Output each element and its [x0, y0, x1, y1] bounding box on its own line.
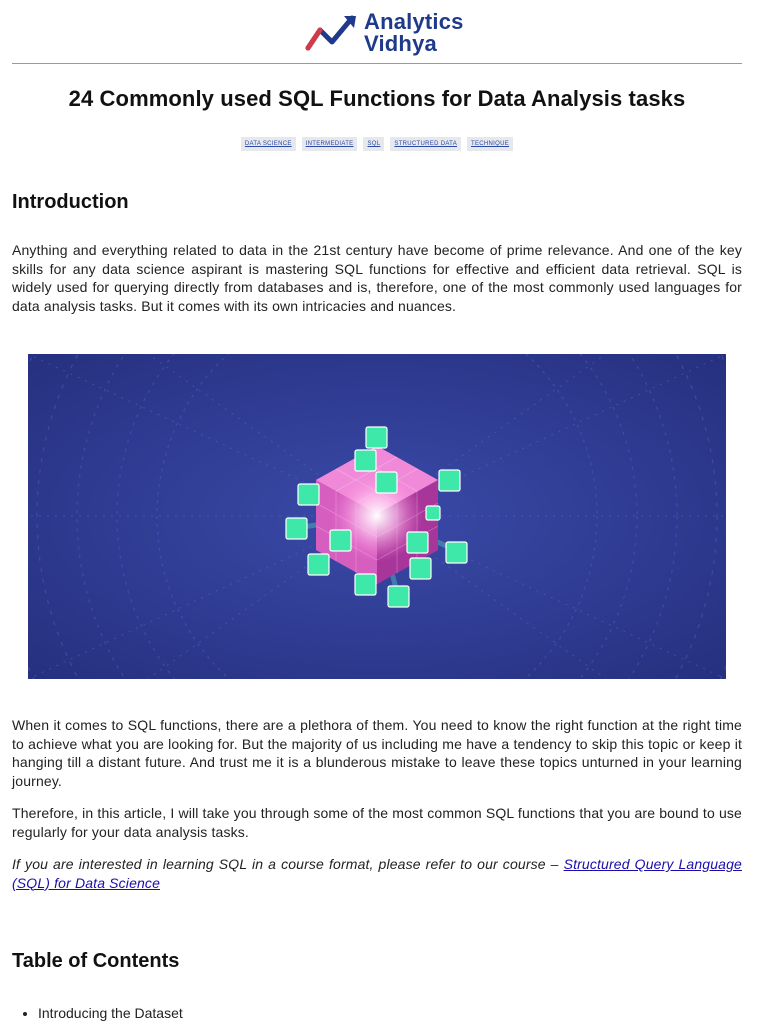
intro-paragraph-3: Therefore, in this article, I will take you through some of the most common SQL functions that you are bound to use regularly for your data analysis tasks.: [12, 805, 742, 840]
course-link[interactable]: Structured Query Language (SQL) for Data Science: [12, 856, 742, 891]
intro-paragraph-1: Anything and everything related to data in the 21st century have become of prime relevance. And one of the key skills for any data science aspirant is mastering SQL functions for effective and efficient data retrieval. SQL is widely used for querying directly from databases and is, therefore, one of the most commonly used languages for data analysis tasks. But it comes with its own intricacies and nuances.: [12, 242, 742, 314]
data-cube-illustration: [28, 354, 726, 679]
site-logo[interactable]: [294, 6, 474, 58]
header-divider: [12, 63, 742, 64]
course-note: [12, 855, 742, 892]
tag-sql[interactable]: SQL: [363, 137, 384, 151]
tag-list: [12, 137, 742, 151]
logo-line2: Vidhya: [364, 31, 437, 56]
toc-item-introducing-dataset[interactable]: • Introducing the Dataset: [38, 1003, 183, 1023]
logo-text: [364, 11, 464, 55]
article-title: 24 Commonly used SQL Functions for Data Analysis tasks: [68, 86, 686, 111]
introduction-heading: Introduction: [12, 191, 129, 213]
analytics-vidhya-logo-icon: [304, 14, 360, 54]
table-of-contents-list: [12, 1003, 183, 1023]
hero-image: [28, 354, 726, 679]
course-note-text: If you are interested in learning SQL in a course format, please refer to our course –: [12, 856, 564, 872]
intro-paragraph-2: When it comes to SQL functions, there are a plethora of them. You need to know the right function at the right time to achieve what you are looking for. But the majority of us including me have a tendency to skip this topic or keep it hanging till a distant future. And trust me it is a blunderous mistake to leave these topics unturned in your learning journey.: [12, 717, 742, 789]
tag-intermediate[interactable]: INTERMEDIATE: [302, 137, 358, 151]
logo-line1: Analytics: [364, 9, 464, 34]
table-of-contents-heading: Table of Contents: [12, 950, 180, 972]
tag-technique[interactable]: TECHNIQUE: [467, 137, 513, 151]
tag-structured-data[interactable]: STRUCTURED DATA: [390, 137, 461, 151]
tag-data-science[interactable]: DATA SCIENCE: [241, 137, 296, 151]
